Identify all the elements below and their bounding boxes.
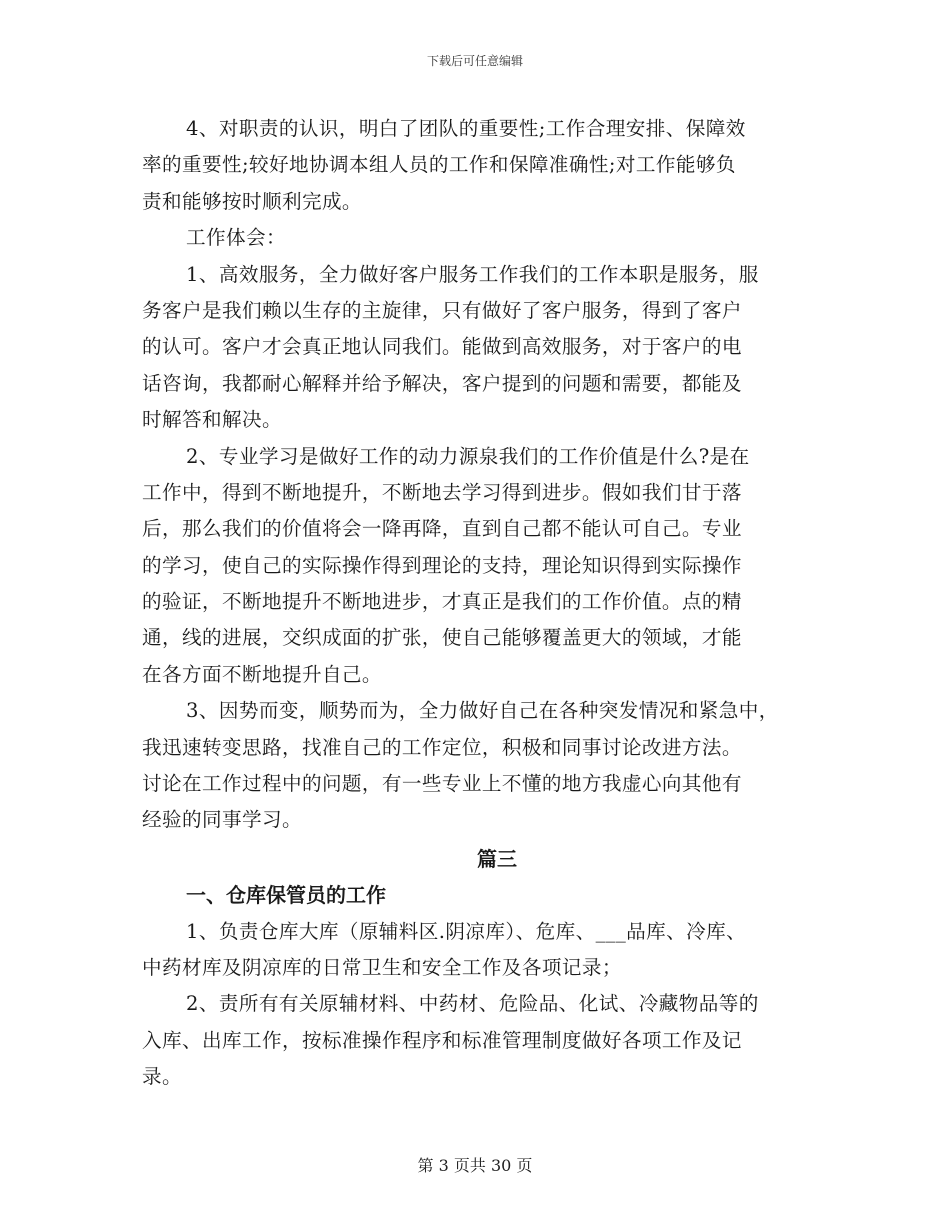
paragraph-line: 2、责所有有关原辅材料、中药材、危险品、化试、冷藏物品等的 [186, 992, 759, 1016]
page-number-footer: 第 3 页共 30 页 [417, 1156, 533, 1175]
paragraph-line: 1、负责仓库大库（原辅料区.阴凉库）、危库、___品库、冷库、 [186, 919, 747, 943]
paragraph-line: 在各方面不断地提升自己。 [142, 662, 382, 686]
paragraph-line: 的认可。客户才会真正地认同我们。能做到高效服务，对于客户的电 [142, 335, 742, 359]
document-body [142, 111, 822, 1096]
paragraph-line: 3、因势而变，顺势而为，全力做好自己在各种突发情况和紧急中， [186, 699, 779, 723]
paragraph-line: 工作中，得到不断地提升，不断地去学习得到进步。假如我们甘于落 [142, 480, 742, 504]
paragraph-line: 后，那么我们的价值将会一降再降，直到自己都不能认可自己。专业 [142, 517, 742, 541]
experience-label: 工作体会： [186, 226, 286, 250]
paragraph-line: 4、对职责的认识，明白了团队的重要性;工作合理安排、保障效 [186, 117, 746, 140]
paragraph-line: 务客户是我们赖以生存的主旋律，只有做好了客户服务，得到了客户 [142, 298, 742, 322]
paragraph-line: 1、高效服务，全力做好客户服务工作我们的工作本职是服务，服 [186, 262, 759, 286]
section-title: 篇三 [477, 846, 517, 871]
paragraph-line: 的验证，不断地提升不断地进步，才真正是我们的工作价值。点的精 [142, 590, 742, 614]
paragraph-line: 2、专业学习是做好工作的动力源泉我们的工作价值是什么?是在 [186, 444, 750, 468]
paragraph-line: 经验的同事学习。 [142, 808, 302, 832]
paragraph-line: 责和能够按时顺利完成。 [142, 189, 362, 213]
paragraph-line: 入库、出库工作，按标准操作程序和标准管理制度做好各项工作及记 [142, 1028, 742, 1052]
paragraph-line: 时解答和解决。 [142, 408, 282, 432]
section-heading: 一、仓库保管员的工作 [186, 883, 386, 908]
paragraph-line: 率的重要性;较好地协调本组人员的工作和保障准确性;对工作能够负 [142, 153, 736, 177]
paragraph-line: 的学习，使自己的实际操作得到理论的支持，理论知识得到实际操作 [142, 553, 742, 577]
paragraph-line: 通，线的进展，交织成面的扩张，使自己能够覆盖更大的领域，才能 [142, 626, 742, 650]
page-header-note: 下载后可任意编辑 [426, 54, 523, 68]
paragraph-line: 讨论在工作过程中的问题，有一些专业上不懂的地方我虚心向其他有 [142, 772, 742, 796]
paragraph-line: 话咨询，我都耐心解释并给予解决，客户提到的问题和需要，都能及 [142, 371, 742, 395]
paragraph-line: 中药材库及阴凉库的日常卫生和安全工作及各项记录； [142, 955, 622, 979]
paragraph-line: 我迅速转变思路，找准自己的工作定位，积极和同事讨论改进方法。 [142, 735, 742, 759]
paragraph-line: 录。 [142, 1065, 182, 1089]
